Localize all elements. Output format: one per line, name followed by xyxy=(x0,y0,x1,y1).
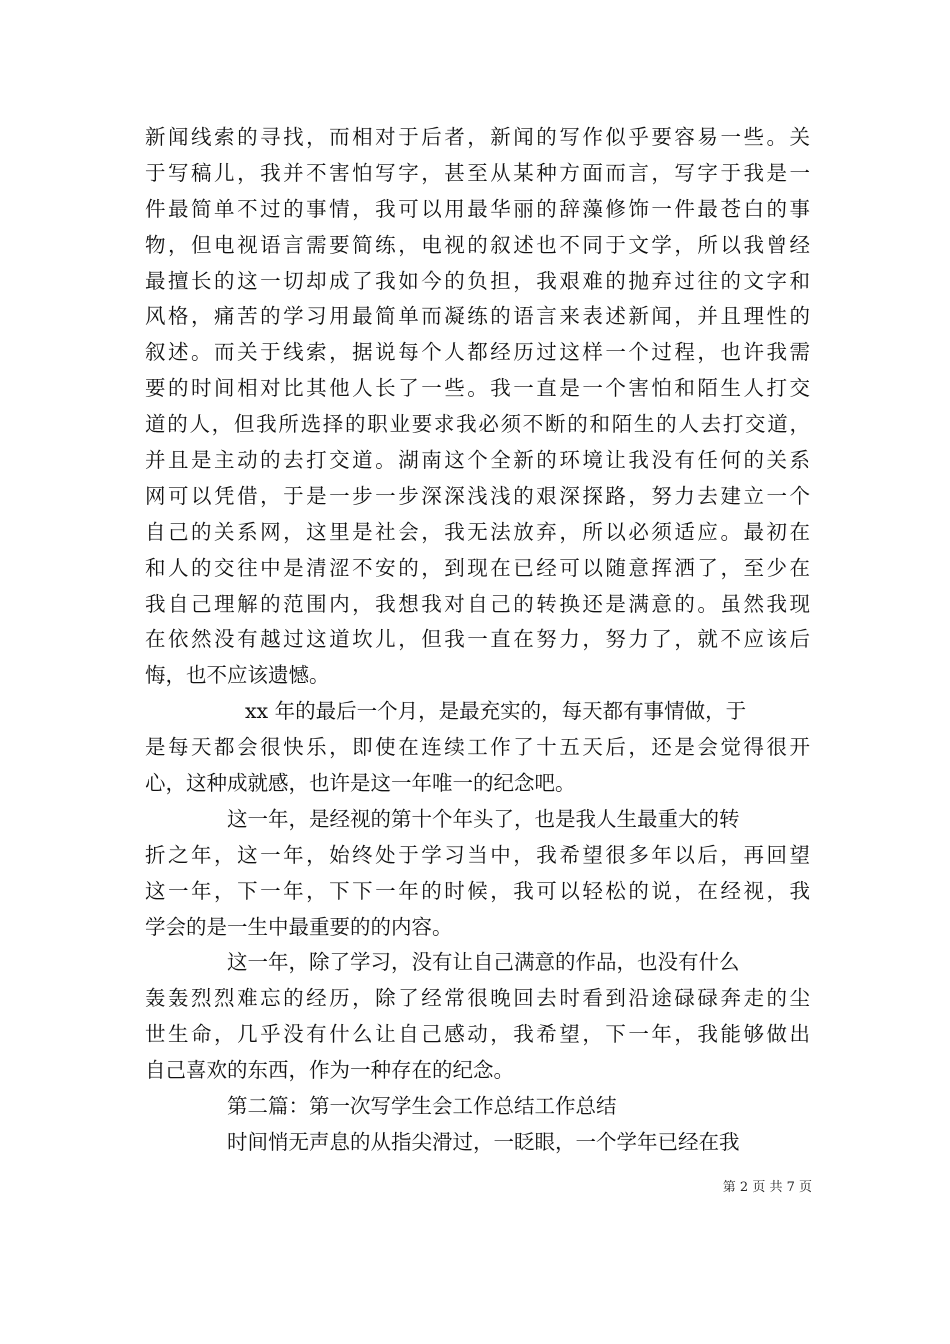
text-line: 心，这种成就感，也许是这一年唯一的纪念吧。 xyxy=(145,771,576,796)
text-line: 要的时间相对比其他人长了一些。我一直是一个害怕和陌生人打交 xyxy=(145,376,810,401)
text-line: 折之年，这一年，始终处于学习当中，我希望很多年以后，再回望 xyxy=(145,842,810,867)
text-line: 于写稿儿，我并不害怕写字，甚至从某种方面而言，写字于我是一 xyxy=(145,160,810,185)
paragraph-start-line: xx 年的最后一个月，是最充实的，每天都有事情做，于 xyxy=(245,699,747,724)
text-line: 物，但电视语言需要简练，电视的叙述也不同于文学，所以我曾经 xyxy=(145,232,810,257)
text-line: 最擅长的这一切却成了我如今的负担，我艰难的抛弃过往的文字和 xyxy=(145,268,810,293)
paragraph-start-line: 这一年，除了学习，没有让自己满意的作品，也没有什么 xyxy=(227,950,740,975)
text-line: 新闻线索的寻找，而相对于后者，新闻的写作似乎要容易一些。关 xyxy=(145,125,810,149)
text-line: 在依然没有越过这道坎儿，但我一直在努力，努力了，就不应该后 xyxy=(145,627,810,652)
text-line: 轰轰烈烈难忘的经历，除了经常很晚回去时看到沿途碌碌奔走的尘 xyxy=(145,986,810,1011)
text-line: 件最简单不过的事情，我可以用最华丽的辞藻修饰一件最苍白的事 xyxy=(145,196,810,221)
text-line: 是每天都会很快乐，即使在连续工作了十五天后，还是会觉得很开 xyxy=(145,735,810,760)
paragraph-start-line: 时间悄无声息的从指尖滑过，一眨眼，一个学年已经在我 xyxy=(227,1129,740,1154)
section-heading: 第二篇：第一次写学生会工作总结工作总结 xyxy=(227,1094,617,1119)
document-body xyxy=(145,120,810,1161)
text-line: 网可以凭借，于是一步一步深深浅浅的艰深探路，努力去建立一个 xyxy=(145,483,810,508)
text-line: 世生命，几乎没有什么让自己感动，我希望，下一年，我能够做出 xyxy=(145,1022,810,1047)
text-line: 叙述。而关于线索，据说每个人都经历过这样一个过程，也许我需 xyxy=(145,340,810,365)
text-line: 风格，痛苦的学习用最简单而凝练的语言来表述新闻，并且理性的 xyxy=(145,304,810,329)
text-line: 道的人，但我所选择的职业要求我必须不断的和陌生的人去打交道， xyxy=(145,412,810,437)
text-line: 并且是主动的去打交道。湖南这个全新的环境让我没有任何的关系 xyxy=(145,448,810,473)
text-line: 自己的关系网，这里是社会，我无法放弃，所以必须适应。最初在 xyxy=(145,519,810,544)
page-number-footer: 第 2 页 共 7 页 xyxy=(722,1180,812,1195)
text-line: 我自己理解的范围内，我想我对自己的转换还是满意的。虽然我现 xyxy=(145,591,810,616)
text-line: 学会的是一生中最重要的的内容。 xyxy=(145,914,453,939)
text-line: 自己喜欢的东西，作为一种存在的纪念。 xyxy=(145,1058,514,1083)
text-line: 悔，也不应该遗憾。 xyxy=(145,663,330,688)
text-line: 和人的交往中是清涩不安的，到现在已经可以随意挥洒了，至少在 xyxy=(145,555,810,580)
paragraph-start-line: 这一年，是经视的第十个年头了，也是我人生最重大的转 xyxy=(227,806,740,831)
text-line: 这一年，下一年，下下一年的时候，我可以轻松的说，在经视，我 xyxy=(145,878,810,903)
